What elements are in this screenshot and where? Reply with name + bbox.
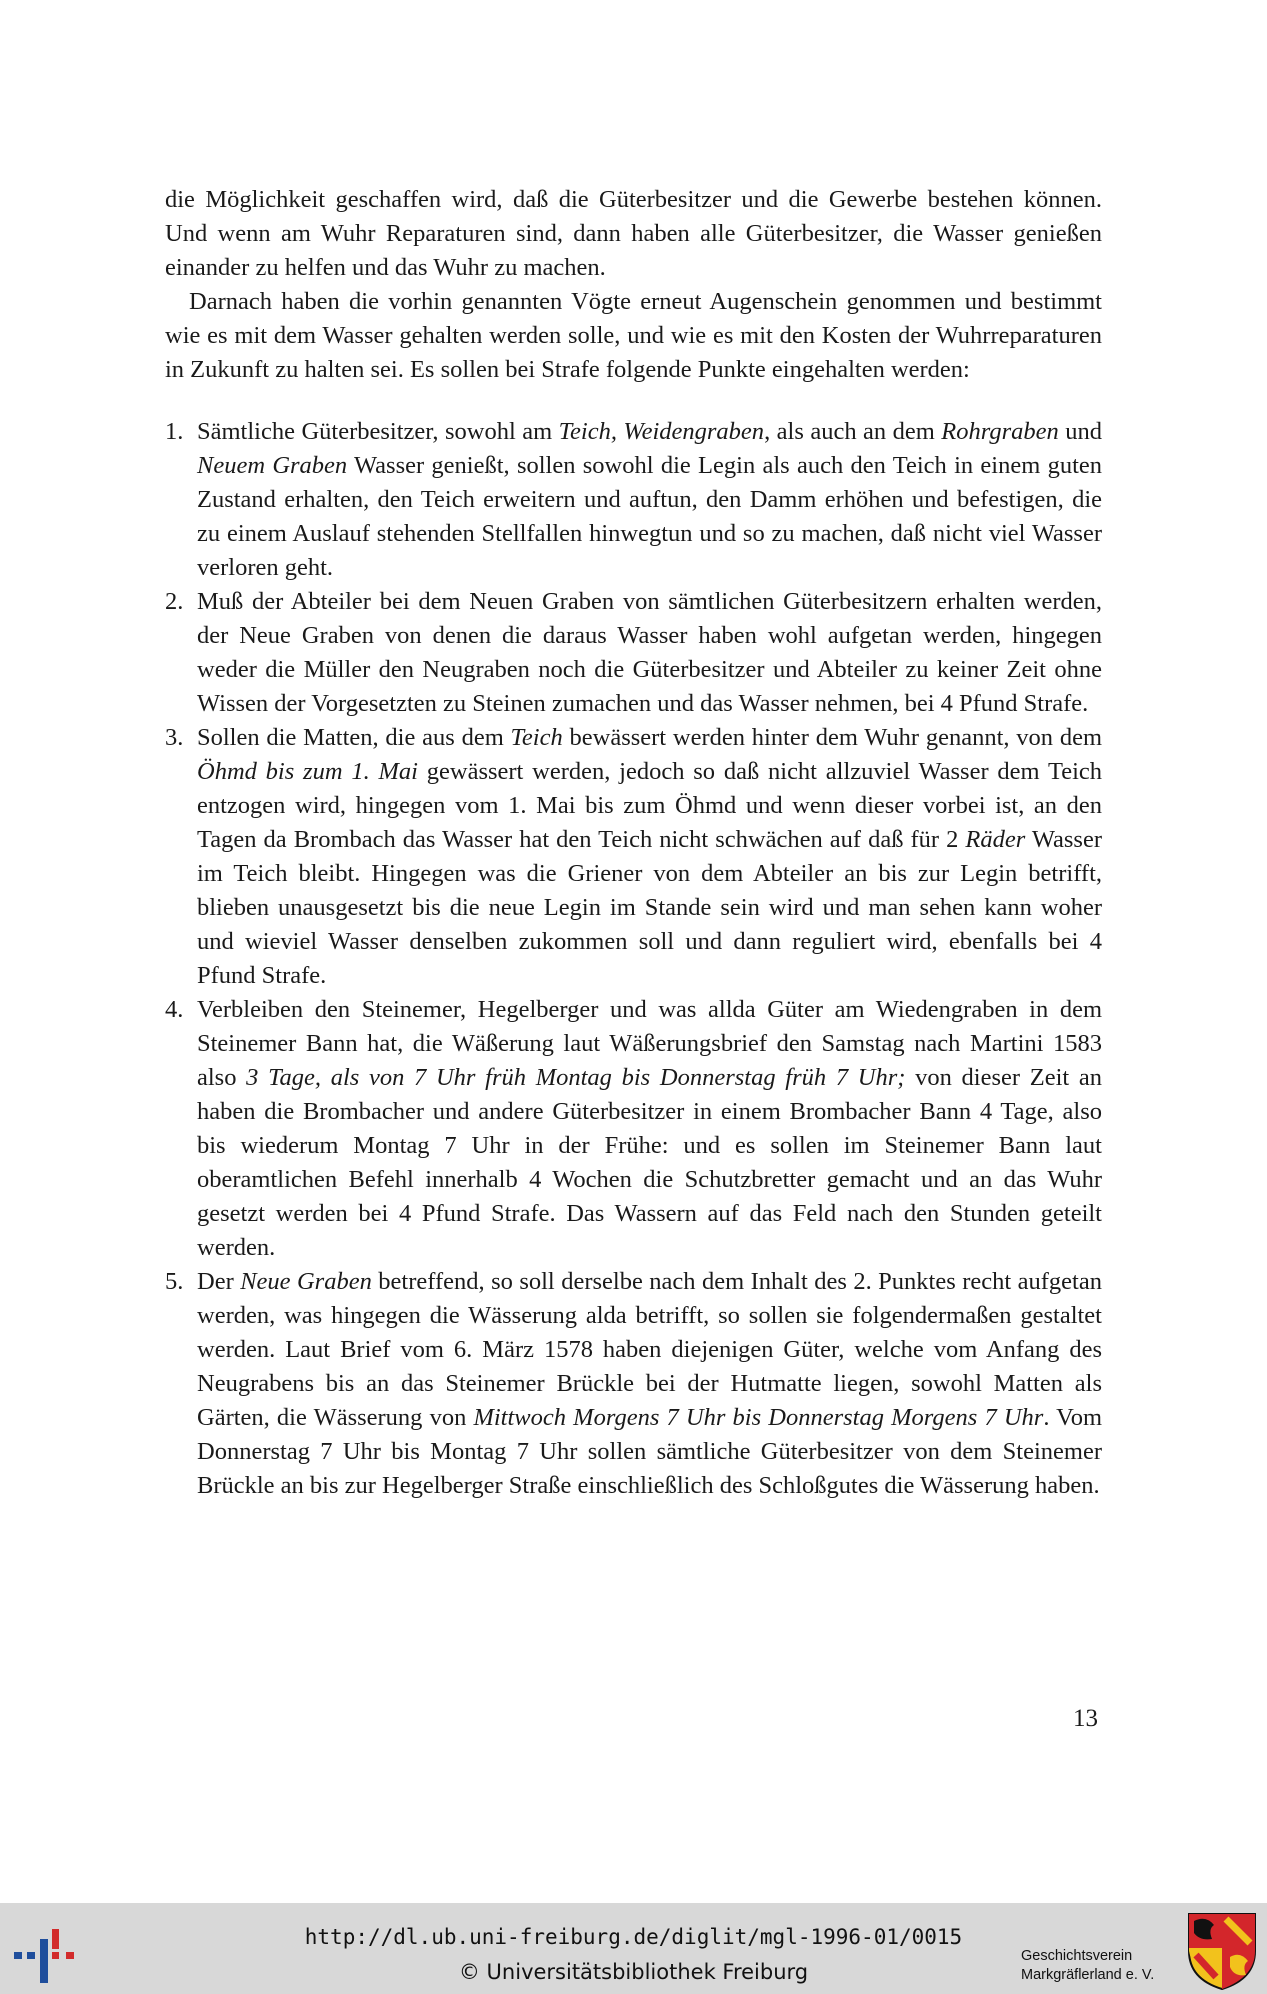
paragraph-darnach: Darnach haben die vorhin genannten Vögte erneut Augenschein genommen und bestimmt wie es mit dem Wasser gehalten werden solle, und wie es mit den Kosten der Wuhrreparaturen in Zukunft zu halten sei. Es sollen bei Strafe folgende Punkte eingehalten werden: <box>165 288 1102 383</box>
rule-text: Wasser im Teich bleibt. Hingegen was die Griener von dem Abteiler an bis zur Legin betrifft, blieben unausgesetzt bis die neue Legin im Stande sein wird und man sehen kann woher und wieviel Wasser denselben zukommen soll und dann reguliert wird, ebenfalls bei 4 Pfund Strafe. <box>197 826 1102 989</box>
rule-number: 1. <box>165 418 184 445</box>
rule-text-italic: Räder <box>965 826 1026 853</box>
footer-society <box>1021 1947 1154 1985</box>
rule-text: , als auch an dem <box>764 418 942 445</box>
numbered-rules-list <box>165 415 1102 1503</box>
rule-number: 2. <box>165 588 184 615</box>
rule-number: 3. <box>165 724 184 751</box>
footer-bar <box>0 1903 1267 1994</box>
rule-text: . Vom Donnerstag 7 Uhr bis Montag 7 Uhr sollen sämtliche Güterbesitzer von dem Steinemer Brückle an bis zur Hegelberger Straße einschließlich des Schloßgutes die Wässerung haben. <box>197 1404 1103 1499</box>
rule-item <box>165 585 1102 721</box>
rule-text: betreffend, so soll derselbe nach dem Inhalt des 2. Punktes recht aufgetan werden, was hingegen die Wässerung alda betrifft, so sollen sie folgendermaßen gestaltet werden. Laut Brief vom 6. März 1578 haben diejenigen Güter, welche vom Anfang des Neugrabens bis an das Steinemer Brückle bei der Hutmatte liegen, sowohl Matten als Gärten, die Wässerung von <box>197 1268 1102 1431</box>
rule-number: 5. <box>165 1268 184 1295</box>
rule-text-italic: Mittwoch Morgens 7 Uhr bis Donnerstag Morgens 7 Uhr <box>473 1404 1044 1431</box>
rule-text-italic: Teich, Weidengraben <box>558 418 765 445</box>
rule-text: bewässert werden hinter dem Wuhr genannt, von dem <box>562 724 1103 751</box>
rule-text-italic: Rohrgraben <box>941 418 1059 445</box>
markgraeflerland-crest-icon <box>1186 1911 1258 1991</box>
section-spacer <box>165 387 1102 407</box>
rule-item <box>165 721 1102 993</box>
rule-item <box>165 1265 1102 1503</box>
permalink-link[interactable]: http://dl.ub.uni-freiburg.de/diglit/mgl-1996-01/0015 <box>304 1925 963 1949</box>
rule-text-italic: Neuem Graben <box>197 452 348 479</box>
rule-text: und <box>1058 418 1102 445</box>
rule-item <box>165 993 1102 1265</box>
rule-text: Muß der Abteiler bei dem Neuen Graben von sämtlichen Güterbesitzern erhalten werden, der Neue Graben von denen die daraus Wasser haben wohl aufgetan werden, hingegen weder die Müller den Neugraben noch die Güterbesitzer und Abteiler zu keiner Zeit ohne Wissen der Vorgesetzten zu Steinen zumachen und das Wasser nehmen, bei 4 Pfund Strafe. <box>197 588 1102 717</box>
society-line-2: Markgräflerland e. V. <box>1021 1967 1155 1983</box>
rule-text: Sollen die Matten, die aus dem <box>197 724 511 751</box>
rule-text-italic: Teich <box>510 724 563 751</box>
rule-text: Der <box>197 1268 241 1295</box>
rule-text-italic: Öhmd bis zum 1. Mai <box>197 758 418 785</box>
rule-text: Verbleiben den Steinemer, Hegelberger und was allda Güter am Wiedengraben in dem Steinemer Bann hat, die Wäßerung laut Wäßerungsbrief den Samstag nach Martini 1583 also <box>197 996 1102 1091</box>
footer-copyright: © Universitätsbibliothek Freiburg <box>458 1960 809 1984</box>
rule-text-italic: 3 Tage, als von 7 Uhr früh Montag bis Donnerstag früh 7 Uhr; <box>246 1064 906 1091</box>
rule-text: von dieser Zeit an haben die Brombacher und andere Güterbesitzer in einem Brombacher Bann 4 Tage, also bis wiederum Montag 7 Uhr in der Frühe: und es sollen im Steinemer Bann laut oberamtlichen Befehl innerhalb 4 Wochen die Schutzbretter gemacht und an das Wuhr gesetzt werden bei 4 Pfund Strafe. Das Wassern auf das Feld nach den Stunden geteilt werden. <box>197 1064 1103 1261</box>
rule-text: Sämtliche Güterbesitzer, sowohl am <box>197 418 559 445</box>
rule-text: Wasser genießt, sollen sowohl die Legin als auch den Teich in einem guten Zustand erhalten, den Teich erweitern und auftun, den Damm erhöhen und befestigen, die zu einem Auslauf stehenden Stellfallen hinwegtun und so zu machen, daß nicht viel Wasser verloren geht. <box>197 452 1102 581</box>
rule-item <box>165 415 1102 585</box>
rule-text: gewässert werden, jedoch so daß nicht allzuviel Wasser dem Teich entzogen wird, hingegen vom 1. Mai bis zum Öhmd und wenn dieser vorbei ist, an den Tagen da Brombach das Wasser hat den Teich nicht schwächen auf daß für 2 <box>197 758 1103 853</box>
rule-number: 4. <box>165 996 184 1023</box>
page-number: 13 <box>1073 1705 1098 1732</box>
rule-text-italic: Neue Graben <box>240 1268 372 1295</box>
society-line-1: Geschichtsverein <box>1021 1948 1133 1964</box>
paragraph-continuation: die Möglichkeit geschaffen wird, daß die Güterbesitzer und die Gewerbe bestehen können. Und wenn am Wuhr Reparaturen sind, dann haben alle Güterbesitzer, die Wasser genießen einander zu helfen und das Wuhr zu machen. <box>165 186 1102 281</box>
page-body <box>165 183 1102 1503</box>
footer-url[interactable] <box>0 1925 1267 1949</box>
